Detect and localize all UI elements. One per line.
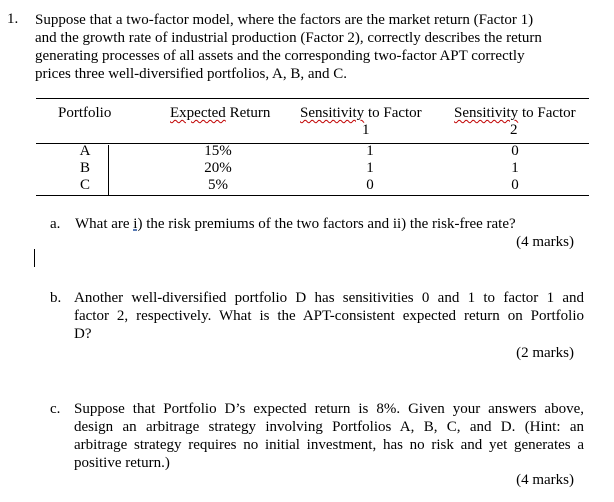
header-expected-word: Expected xyxy=(170,105,226,121)
part-a-text-before: What are xyxy=(75,216,134,232)
table-top-rule xyxy=(36,98,589,99)
intro-line: Suppose that a two-factor model, where the factors are the market return (Factor 1) xyxy=(35,12,534,28)
header-factor-1-number: 1 xyxy=(362,122,370,138)
header-sensitivity-word: Sensitivity xyxy=(454,105,519,121)
header-sensitivity-factor-2 xyxy=(454,104,576,122)
table-cell-sensitivity-1: 0 xyxy=(366,177,374,193)
header-to-factor: to Factor xyxy=(518,105,576,121)
table-cell-portfolio: C xyxy=(79,177,90,193)
header-to-factor: to Factor xyxy=(364,105,422,121)
table-cell-sensitivity-2: 0 xyxy=(511,143,519,159)
question-intro xyxy=(35,11,595,83)
part-c-line: positive return.) xyxy=(74,455,170,471)
part-c-letter: c. xyxy=(50,401,61,417)
table-cell-portfolio: A xyxy=(79,143,91,159)
header-sensitivity-factor-1 xyxy=(300,104,422,122)
part-b-line: factor 2, respectively. What is the APT-consistent expected return on Portfolio xyxy=(74,308,584,324)
part-b-line: D? xyxy=(74,326,92,342)
table-cell-sensitivity-2: 1 xyxy=(511,160,519,176)
part-b-question xyxy=(74,289,584,343)
part-b-letter: b. xyxy=(50,290,62,306)
table-cell-sensitivity-2: 0 xyxy=(511,177,519,193)
part-c-line: Suppose that Portfolio D’s expected return is 8%. Given your answers above, xyxy=(74,401,584,417)
part-a-text-after: ) the risk premiums of the two factors and ii) the risk-free rate? xyxy=(137,216,516,232)
part-a-question xyxy=(75,215,595,233)
part-b-marks: (2 marks) xyxy=(516,345,574,361)
table-cell-portfolio: B xyxy=(79,160,90,176)
part-c-line: arbitrage strategy requires no initial investment, has no risk and yet generates a xyxy=(74,437,584,453)
table-column-divider xyxy=(108,145,109,195)
header-sensitivity-word: Sensitivity xyxy=(300,105,365,121)
intro-line: and the growth rate of industrial production (Factor 2), correctly describes the return xyxy=(35,30,542,46)
question-number: 1. xyxy=(7,11,19,27)
table-cell-expected-return: 5% xyxy=(208,177,228,193)
part-c-line: design an arbitrage strategy involving Portfolios A, B, C, and D. (Hint: an xyxy=(74,419,584,435)
table-cell-sensitivity-1: 1 xyxy=(366,160,374,176)
header-expected-return xyxy=(170,104,270,122)
part-a-letter: a. xyxy=(50,216,61,232)
text-cursor xyxy=(34,249,35,267)
part-c-marks: (4 marks) xyxy=(516,472,574,488)
intro-line: generating processes of all assets and the corresponding two-factor APT correctly xyxy=(35,48,525,64)
header-factor-2-number: 2 xyxy=(510,122,518,138)
intro-line: prices three well-diversified portfolios, A, B, and C. xyxy=(35,66,348,82)
part-a-marks: (4 marks) xyxy=(516,234,574,250)
part-a-roman-i: i xyxy=(133,216,138,232)
table-cell-expected-return: 15% xyxy=(204,143,232,159)
header-portfolio: Portfolio xyxy=(58,105,112,121)
table-cell-expected-return: 20% xyxy=(204,160,232,176)
header-return-word: Return xyxy=(225,105,271,121)
table-bottom-rule xyxy=(36,195,589,196)
part-b-line: Another well-diversified portfolio D has sensitivities 0 and 1 to factor 1 and xyxy=(74,290,584,306)
table-cell-sensitivity-1: 1 xyxy=(366,143,374,159)
part-c-question xyxy=(74,400,584,472)
